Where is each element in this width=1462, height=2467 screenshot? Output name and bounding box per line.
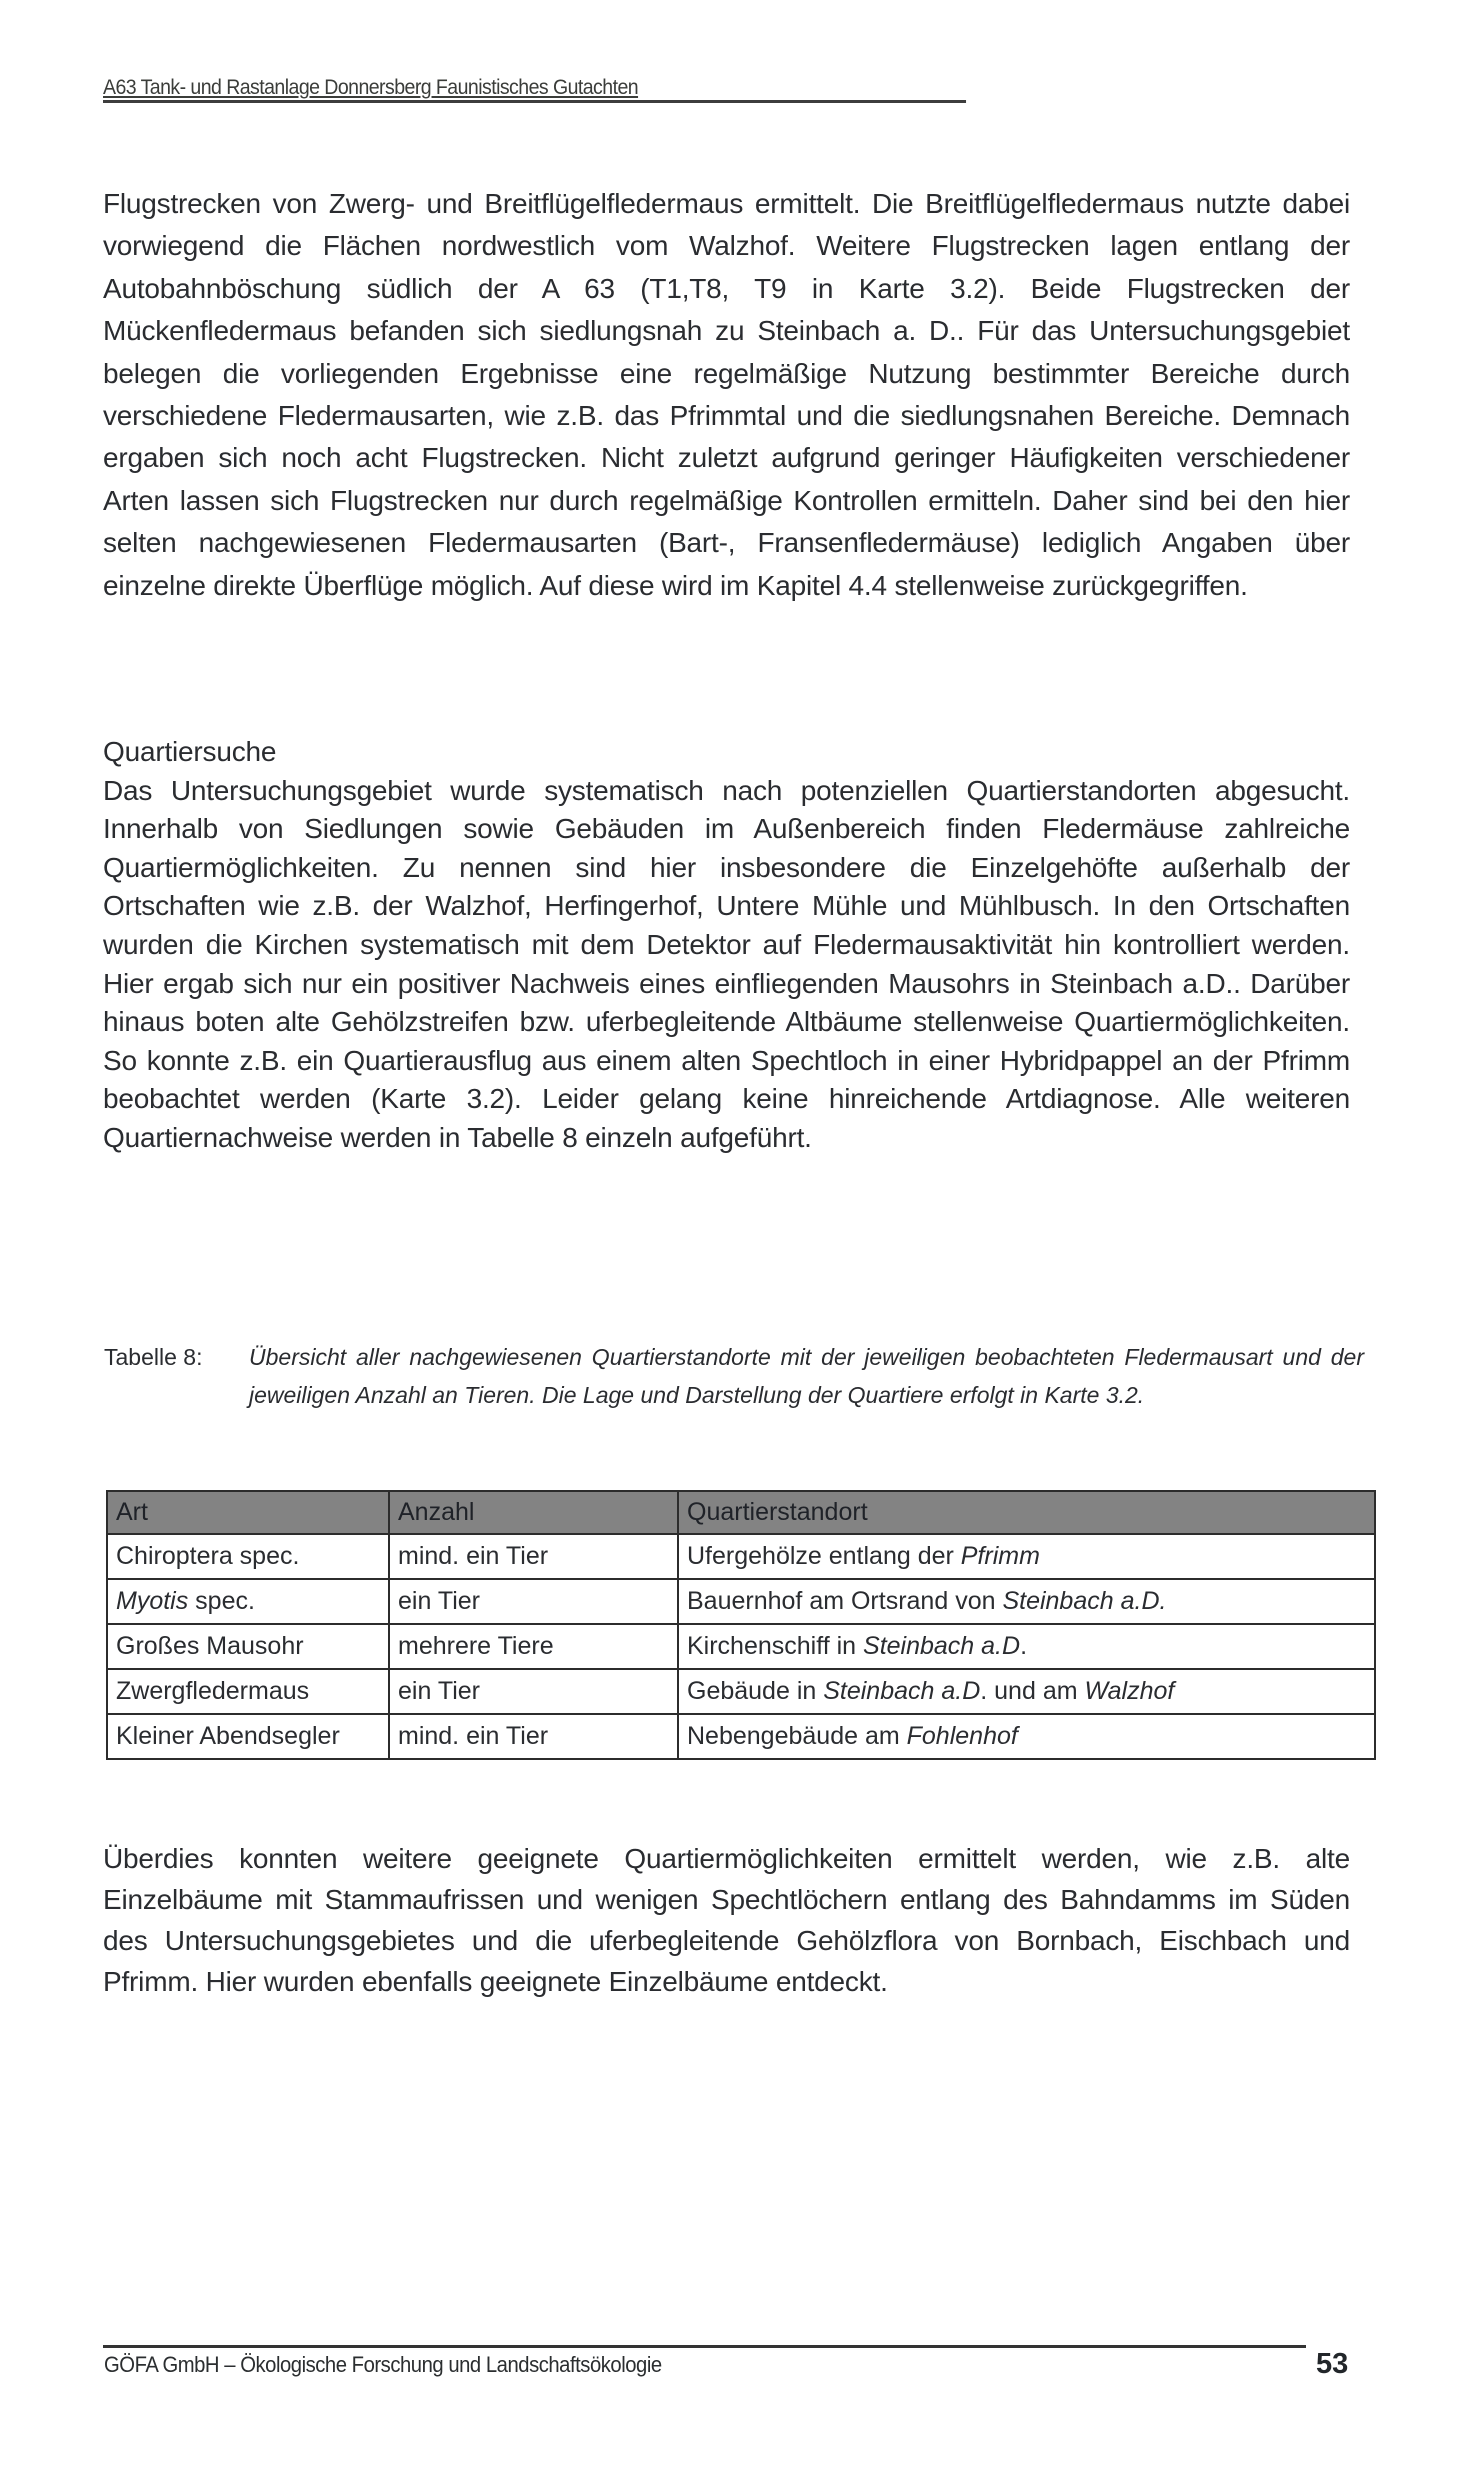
cell-anzahl: ein Tier bbox=[389, 1579, 678, 1624]
cell-art: Chiroptera spec. bbox=[107, 1534, 389, 1579]
footer-publisher: GÖFA GmbH – Ökologische Forschung und Landschaftsökologie bbox=[104, 2352, 662, 2377]
section-heading: Quartiersuche bbox=[103, 736, 277, 767]
cell-art: Kleiner Abendsegler bbox=[107, 1714, 389, 1759]
cell-anzahl: mehrere Tiere bbox=[389, 1624, 678, 1669]
paragraph-text: Flugstrecken von Zwerg- und Breitflügelfledermaus ermittelt. Die Breitflügelfledermaus nutzte dabei vorwiegend die Flächen nordwestlich vom Walzhof. Weitere Flugstrecken lagen entlang der Autobahnböschung südlich der A 63 (T1,T8, T9 in Karte 3.2). Beide Flugstrecken der Mückenfledermaus befanden sich siedlungsnah zu Steinbach a. D.. Für das Untersuchungsgebiet belegen die vorliegenden Ergebnisse eine regelmäßige Nutzung bestimmter Bereiche durch verschiedene Fledermausarten, wie z.B. das Pfrimmtal und die siedlungsnahen Bereiche. Demnach ergaben sich noch acht Flugstrecken. Nicht zuletzt aufgrund geringer Häufigkeiten verschiedener Arten lassen sich Flugstrecken nur durch regelmäßige Kontrollen ermitteln. Daher sind bei den hier selten nachgewiesenen Fledermausarten (Bart-, Fransenfledermäuse) lediglich Angaben über einzelne direkte Überflüge möglich. Auf diese wird im Kapitel 4.4 stellenweise zurückgegriffen. bbox=[103, 188, 1350, 601]
column-header-quartierstandort: Quartierstandort bbox=[678, 1491, 1375, 1534]
cell-standort: Gebäude in Steinbach a.D. und am Walzhof bbox=[678, 1669, 1375, 1714]
column-header-anzahl: Anzahl bbox=[389, 1491, 678, 1534]
caption-label: Tabelle 8: bbox=[104, 1344, 203, 1370]
quarters-table bbox=[106, 1490, 1376, 1760]
caption-text: Übersicht aller nachgewiesenen Quartierstandorte mit der jeweiligen beobachteten Fledermausart und der jeweiligen Anzahl an Tieren. Die Lage und Darstellung der Quartiere erfolgt in Karte 3.2. bbox=[249, 1344, 1364, 1408]
cell-anzahl: mind. ein Tier bbox=[389, 1534, 678, 1579]
cell-art: Myotis spec. bbox=[107, 1579, 389, 1624]
paragraph-text: Überdies konnten weitere geeignete Quartiermöglichkeiten ermittelt werden, wie z.B. alte Einzelbäume mit Stammaufrissen und wenigen Spechtlöchern entlang des Bahndamms im Süden des Untersuchungsgebietes und die uferbegleitende Gehölzflora von Bornbach, Eischbach und Pfrimm. Hier wurden ebenfalls geeignete Einzelbäume entdeckt. bbox=[103, 1843, 1350, 1997]
running-header: A63 Tank- und Rastanlage Donnersberg Faunistisches Gutachten bbox=[103, 76, 966, 103]
section-quartiersuche bbox=[103, 733, 1350, 1158]
column-header-art: Art bbox=[107, 1491, 389, 1534]
paragraph-text: Das Untersuchungsgebiet wurde systematisch nach potenziellen Quartierstandorten abgesucht. Innerhalb von Siedlungen sowie Gebäuden im Außenbereich finden Fledermäuse zahlreiche Quartiermöglichkeiten. Zu nennen sind hier insbesondere die Einzelgehöfte außerhalb der Ortschaften wie z.B. der Walzhof, Herfingerhof, Untere Mühle und Mühlbusch. In den Ortschaften wurden die Kirchen systematisch mit dem Detektor auf Fledermausaktivität hin kontrolliert werden. Hier ergab sich nur ein positiver Nachweis eines einfliegenden Mausohrs in Steinbach a.D.. Darüber hinaus boten alte Gehölzstreifen bzw. uferbegleitende Altbäume stellenweise Quartiermöglichkeiten. So konnte z.B. ein Quartierausflug aus einem alten Spechtloch in einer Hybridpappel an der Pfrimm beobachtet werden (Karte 3.2). Leider gelang keine hinreichende Artdiagnose. Alle weiteren Quartiernachweise werden in Tabelle 8 einzeln aufgeführt. bbox=[103, 774, 1350, 1153]
footer-divider bbox=[103, 2345, 1306, 2348]
table-caption bbox=[104, 1338, 1364, 1414]
table-row bbox=[107, 1579, 1375, 1624]
cell-art: Zwergfledermaus bbox=[107, 1669, 389, 1714]
table-row bbox=[107, 1714, 1375, 1759]
page-number: 53 bbox=[1316, 2348, 1349, 2380]
table-row bbox=[107, 1534, 1375, 1579]
table-row bbox=[107, 1669, 1375, 1714]
cell-anzahl: ein Tier bbox=[389, 1669, 678, 1714]
paragraph-flugstrecken bbox=[103, 183, 1350, 607]
cell-standort: Ufergehölze entlang der Pfrimm bbox=[678, 1534, 1375, 1579]
cell-standort: Nebengebäude am Fohlenhof bbox=[678, 1714, 1375, 1759]
cell-standort: Bauernhof am Ortsrand von Steinbach a.D. bbox=[678, 1579, 1375, 1624]
cell-art: Großes Mausohr bbox=[107, 1624, 389, 1669]
cell-standort: Kirchenschiff in Steinbach a.D. bbox=[678, 1624, 1375, 1669]
table-row bbox=[107, 1624, 1375, 1669]
paragraph-quartiermoeglichkeiten bbox=[103, 1838, 1350, 2002]
cell-anzahl: mind. ein Tier bbox=[389, 1714, 678, 1759]
table-header-row bbox=[107, 1491, 1375, 1534]
